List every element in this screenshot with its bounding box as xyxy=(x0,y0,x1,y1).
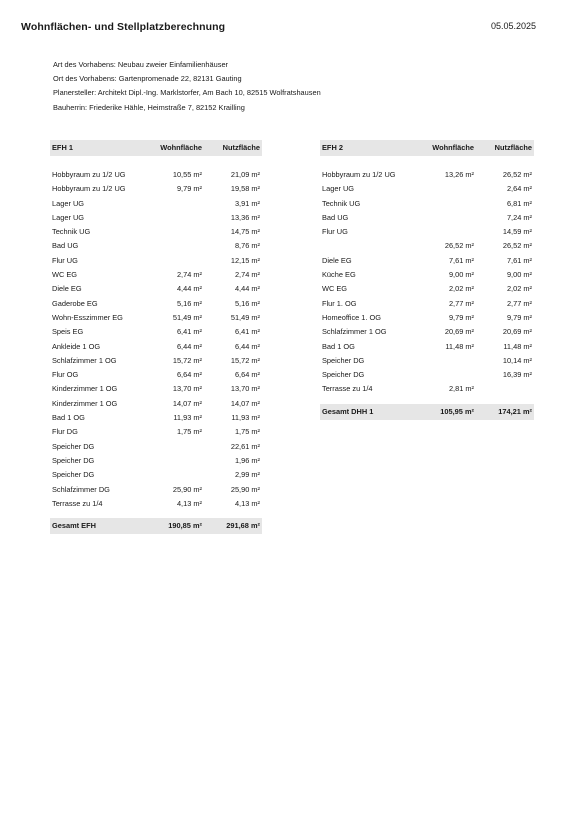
table-row xyxy=(320,239,534,253)
room-name: Flur OG xyxy=(52,370,79,380)
wohnflaeche-value: 11,48 m² xyxy=(445,341,474,351)
wohnflaeche-value xyxy=(144,211,204,225)
table-row xyxy=(50,497,262,511)
nutzflaeche-value: 15,72 m² xyxy=(230,355,260,365)
room-name: Speicher DG xyxy=(52,455,95,465)
table-row xyxy=(50,468,262,482)
room-name: Flur DG xyxy=(52,427,78,437)
wohnflaeche-value: 2,81 m² xyxy=(448,384,474,394)
table-row xyxy=(320,325,534,339)
table-row xyxy=(320,225,534,239)
table-row xyxy=(320,268,534,282)
wohnflaeche-value: 6,44 m² xyxy=(176,341,202,351)
room-name: Bad UG xyxy=(322,212,349,222)
table-row xyxy=(50,197,262,211)
table-row xyxy=(50,425,262,439)
wohnflaeche-value xyxy=(416,211,476,225)
project-info xyxy=(53,58,321,115)
room-name: Gaderobe EG xyxy=(52,298,98,308)
table-row xyxy=(320,182,534,196)
wohnflaeche-value xyxy=(144,468,204,482)
nutzflaeche-value: 19,58 m² xyxy=(230,184,260,194)
total-label: Gesamt EFH xyxy=(50,518,144,534)
room-name: WC EG xyxy=(52,270,78,280)
table-row xyxy=(320,382,534,396)
wohnflaeche-value: 1,75 m² xyxy=(176,427,202,437)
nutzflaeche-value: 21,09 m² xyxy=(230,170,260,179)
wohnflaeche-value: 11,93 m² xyxy=(173,413,202,423)
room-name: Homeoffice 1. OG xyxy=(322,312,382,322)
total-row xyxy=(320,404,534,420)
project-type: Art des Vorhabens: Neubau zweier Einfamilienhäuser xyxy=(53,60,229,69)
nutzflaeche-value: 2,02 m² xyxy=(506,284,532,294)
room-name: Ankleide 1 OG xyxy=(52,341,101,351)
wohnflaeche-value: 25,90 m² xyxy=(172,484,202,494)
nutzflaeche-value: 9,79 m² xyxy=(506,312,532,322)
nutzflaeche-value: 2,74 m² xyxy=(234,270,260,280)
nutzflaeche-value: 6,44 m² xyxy=(234,341,260,351)
table-row xyxy=(50,483,262,497)
wohnflaeche-value xyxy=(416,354,476,368)
room-name: Bad UG xyxy=(52,241,79,251)
room-name: Terrasse zu 1/4 xyxy=(52,498,103,508)
room-name: Lager UG xyxy=(322,184,355,194)
table-row xyxy=(50,239,262,253)
room-name: Kinderzimmer 1 OG xyxy=(52,384,118,394)
nutzflaeche-value: 25,90 m² xyxy=(230,484,260,494)
room-name: Speis EG xyxy=(52,327,84,337)
table-row xyxy=(50,340,262,354)
room-name: Kinderzimmer 1 OG xyxy=(52,398,118,408)
nutzflaeche-value: 13,70 m² xyxy=(230,384,260,394)
table-row xyxy=(50,454,262,468)
planner: Planersteller: Architekt Dipl.-Ing. Marklstorfer, Am Bach 10, 82515 Wolfratshausen xyxy=(53,88,321,98)
wohnflaeche-value: 15,72 m² xyxy=(172,355,202,365)
table-row xyxy=(320,340,534,354)
total-wohnflaeche: 190,85 m² xyxy=(144,518,204,534)
table-row xyxy=(320,354,534,368)
table-row xyxy=(50,254,262,268)
wohnflaeche-value: 9,79 m² xyxy=(448,312,474,322)
nutzflaeche-value: 2,77 m² xyxy=(506,298,532,308)
nutzflaeche-value: 11,48 m² xyxy=(503,341,532,351)
room-name: Speicher DG xyxy=(52,470,95,480)
nutzflaeche-value: 3,91 m² xyxy=(234,198,260,208)
table-row xyxy=(320,311,534,325)
wohnflaeche-value xyxy=(144,454,204,468)
nutzflaeche-value: 10,14 m² xyxy=(502,355,532,365)
room-name: Diele EG xyxy=(322,255,352,265)
wohnflaeche-value xyxy=(416,182,476,196)
table-row xyxy=(320,297,534,311)
room-name: Lager UG xyxy=(52,198,85,208)
wohnflaeche-value xyxy=(144,197,204,211)
table-row xyxy=(50,211,262,225)
table-row xyxy=(50,368,262,382)
room-name: Schlafzimmer DG xyxy=(52,484,110,494)
room-name: Speicher DG xyxy=(322,370,365,380)
nutzflaeche-value: 2,99 m² xyxy=(234,470,260,480)
nutzflaeche-value: 22,61 m² xyxy=(230,441,260,451)
table-row xyxy=(320,197,534,211)
wohnflaeche-value xyxy=(144,254,204,268)
total-nutzflaeche: 291,68 m² xyxy=(204,518,262,534)
wohnflaeche-value xyxy=(144,440,204,454)
table-row xyxy=(50,440,262,454)
room-name: Flur UG xyxy=(52,255,78,265)
room-name: Bad 1 OG xyxy=(52,413,85,423)
nutzflaeche-value: 12,15 m² xyxy=(230,255,260,265)
wohnflaeche-value: 51,49 m² xyxy=(172,312,202,322)
nutzflaeche-value: 6,64 m² xyxy=(234,370,260,380)
room-name: Bad 1 OG xyxy=(322,341,355,351)
table-row xyxy=(50,268,262,282)
nutzflaeche-value: 13,36 m² xyxy=(230,212,260,222)
room-name: Hobbyraum zu 1/2 UG xyxy=(52,170,126,179)
table-row xyxy=(50,168,262,182)
room-name: Hobbyraum zu 1/2 UG xyxy=(52,184,126,194)
efh2-table xyxy=(320,140,534,420)
nutzflaeche-value: 14,59 m² xyxy=(502,227,532,237)
column-header-wohnflaeche: Wohnfläche xyxy=(416,140,476,156)
nutzflaeche-value: 51,49 m² xyxy=(230,312,260,322)
nutzflaeche-value: 7,24 m² xyxy=(506,212,532,222)
column-header-wohnflaeche: Wohnfläche xyxy=(144,140,204,156)
wohnflaeche-value xyxy=(416,368,476,382)
nutzflaeche-value: 26,52 m² xyxy=(502,241,532,251)
table-row xyxy=(50,297,262,311)
wohnflaeche-value: 2,74 m² xyxy=(176,270,202,280)
nutzflaeche-value: 4,13 m² xyxy=(234,498,260,508)
client: Bauherrin: Friederike Hähle, Heimstraße 7, 82152 Krailling xyxy=(53,102,245,112)
room-name: Speicher DG xyxy=(322,355,365,365)
wohnflaeche-value: 2,77 m² xyxy=(448,298,474,308)
table-row xyxy=(50,182,262,196)
table-row xyxy=(50,397,262,411)
column-header-room: EFH 2 xyxy=(320,140,416,156)
wohnflaeche-value: 6,41 m² xyxy=(176,327,202,337)
room-name: Schlafzimmer 1 OG xyxy=(52,355,117,365)
column-header-nutzflaeche: Nutzfläche xyxy=(476,140,534,156)
nutzflaeche-value: 14,75 m² xyxy=(230,227,260,237)
efh1-table xyxy=(50,140,262,534)
column-header-room: EFH 1 xyxy=(50,140,144,156)
table-row xyxy=(50,282,262,296)
nutzflaeche-value: 7,61 m² xyxy=(506,255,532,265)
table-row xyxy=(50,325,262,339)
document-title: Wohnflächen- und Stellplatzberechnung xyxy=(21,21,226,33)
document-date: 05.05.2025 xyxy=(490,21,536,31)
wohnflaeche-value: 13,70 m² xyxy=(172,384,202,394)
wohnflaeche-value: 4,44 m² xyxy=(176,284,202,294)
nutzflaeche-value: 2,64 m² xyxy=(506,184,532,194)
room-name: Speicher DG xyxy=(52,441,95,451)
wohnflaeche-value: 5,16 m² xyxy=(176,298,202,308)
total-label: Gesamt DHH 1 xyxy=(320,404,416,420)
nutzflaeche-value: 8,76 m² xyxy=(234,241,260,251)
wohnflaeche-value: 14,07 m² xyxy=(172,398,202,408)
table-row xyxy=(320,168,534,182)
wohnflaeche-value: 13,26 m² xyxy=(444,170,474,179)
wohnflaeche-value xyxy=(144,239,204,253)
room-name: WC EG xyxy=(322,284,348,294)
wohnflaeche-value: 9,79 m² xyxy=(176,184,202,194)
wohnflaeche-value xyxy=(416,225,476,239)
room-name: Lager UG xyxy=(52,212,85,222)
room-name: Flur UG xyxy=(322,227,348,237)
table-row xyxy=(50,311,262,325)
room-name: Technik UG xyxy=(52,227,91,237)
table-row xyxy=(50,354,262,368)
room-name: Technik UG xyxy=(322,198,361,208)
wohnflaeche-value: 6,64 m² xyxy=(176,370,202,380)
wohnflaeche-value: 9,00 m² xyxy=(448,270,474,280)
wohnflaeche-value: 4,13 m² xyxy=(176,498,202,508)
wohnflaeche-value xyxy=(144,225,204,239)
room-name: Terrasse zu 1/4 xyxy=(322,384,373,394)
wohnflaeche-value: 10,55 m² xyxy=(172,170,202,179)
nutzflaeche-value: 26,52 m² xyxy=(502,170,532,179)
project-location: Ort des Vorhabens: Gartenpromenade 22, 82131 Gauting xyxy=(53,74,242,84)
nutzflaeche-value: 16,39 m² xyxy=(502,370,532,380)
total-wohnflaeche: 105,95 m² xyxy=(416,404,476,420)
table-header-row xyxy=(50,140,262,156)
nutzflaeche-value: 6,41 m² xyxy=(234,327,260,337)
table-row xyxy=(50,411,262,425)
nutzflaeche-value: 5,16 m² xyxy=(234,298,260,308)
nutzflaeche-value: 1,75 m² xyxy=(234,427,260,437)
column-header-nutzflaeche: Nutzfläche xyxy=(204,140,262,156)
room-name xyxy=(320,239,416,253)
nutzflaeche-value: 4,44 m² xyxy=(234,284,260,294)
room-name: Schlafzimmer 1 OG xyxy=(322,327,387,337)
table-row xyxy=(50,225,262,239)
wohnflaeche-value: 20,69 m² xyxy=(444,327,474,337)
wohnflaeche-value: 2,02 m² xyxy=(448,284,474,294)
nutzflaeche-value: 20,69 m² xyxy=(502,327,532,337)
table-row xyxy=(50,382,262,396)
wohnflaeche-value: 26,52 m² xyxy=(444,241,474,251)
nutzflaeche-value: 11,93 m² xyxy=(231,413,260,423)
room-name: Flur 1. OG xyxy=(322,298,357,308)
nutzflaeche-value: 9,00 m² xyxy=(506,270,532,280)
table-row xyxy=(320,254,534,268)
nutzflaeche-value: 6,81 m² xyxy=(506,198,532,208)
total-row xyxy=(50,518,262,534)
nutzflaeche-value: 14,07 m² xyxy=(230,398,260,408)
wohnflaeche-value xyxy=(416,197,476,211)
room-name: Wohn-Esszimmer EG xyxy=(52,312,123,322)
nutzflaeche-value: 1,96 m² xyxy=(234,455,260,465)
table-header-row xyxy=(320,140,534,156)
room-name: Hobbyraum zu 1/2 UG xyxy=(322,170,396,179)
table-row xyxy=(320,282,534,296)
wohnflaeche-value: 7,61 m² xyxy=(448,255,474,265)
total-nutzflaeche: 174,21 m² xyxy=(476,404,534,420)
table-row xyxy=(320,368,534,382)
table-row xyxy=(320,211,534,225)
room-name: Küche EG xyxy=(322,270,356,280)
room-name: Diele EG xyxy=(52,284,82,294)
nutzflaeche-value xyxy=(476,382,534,396)
